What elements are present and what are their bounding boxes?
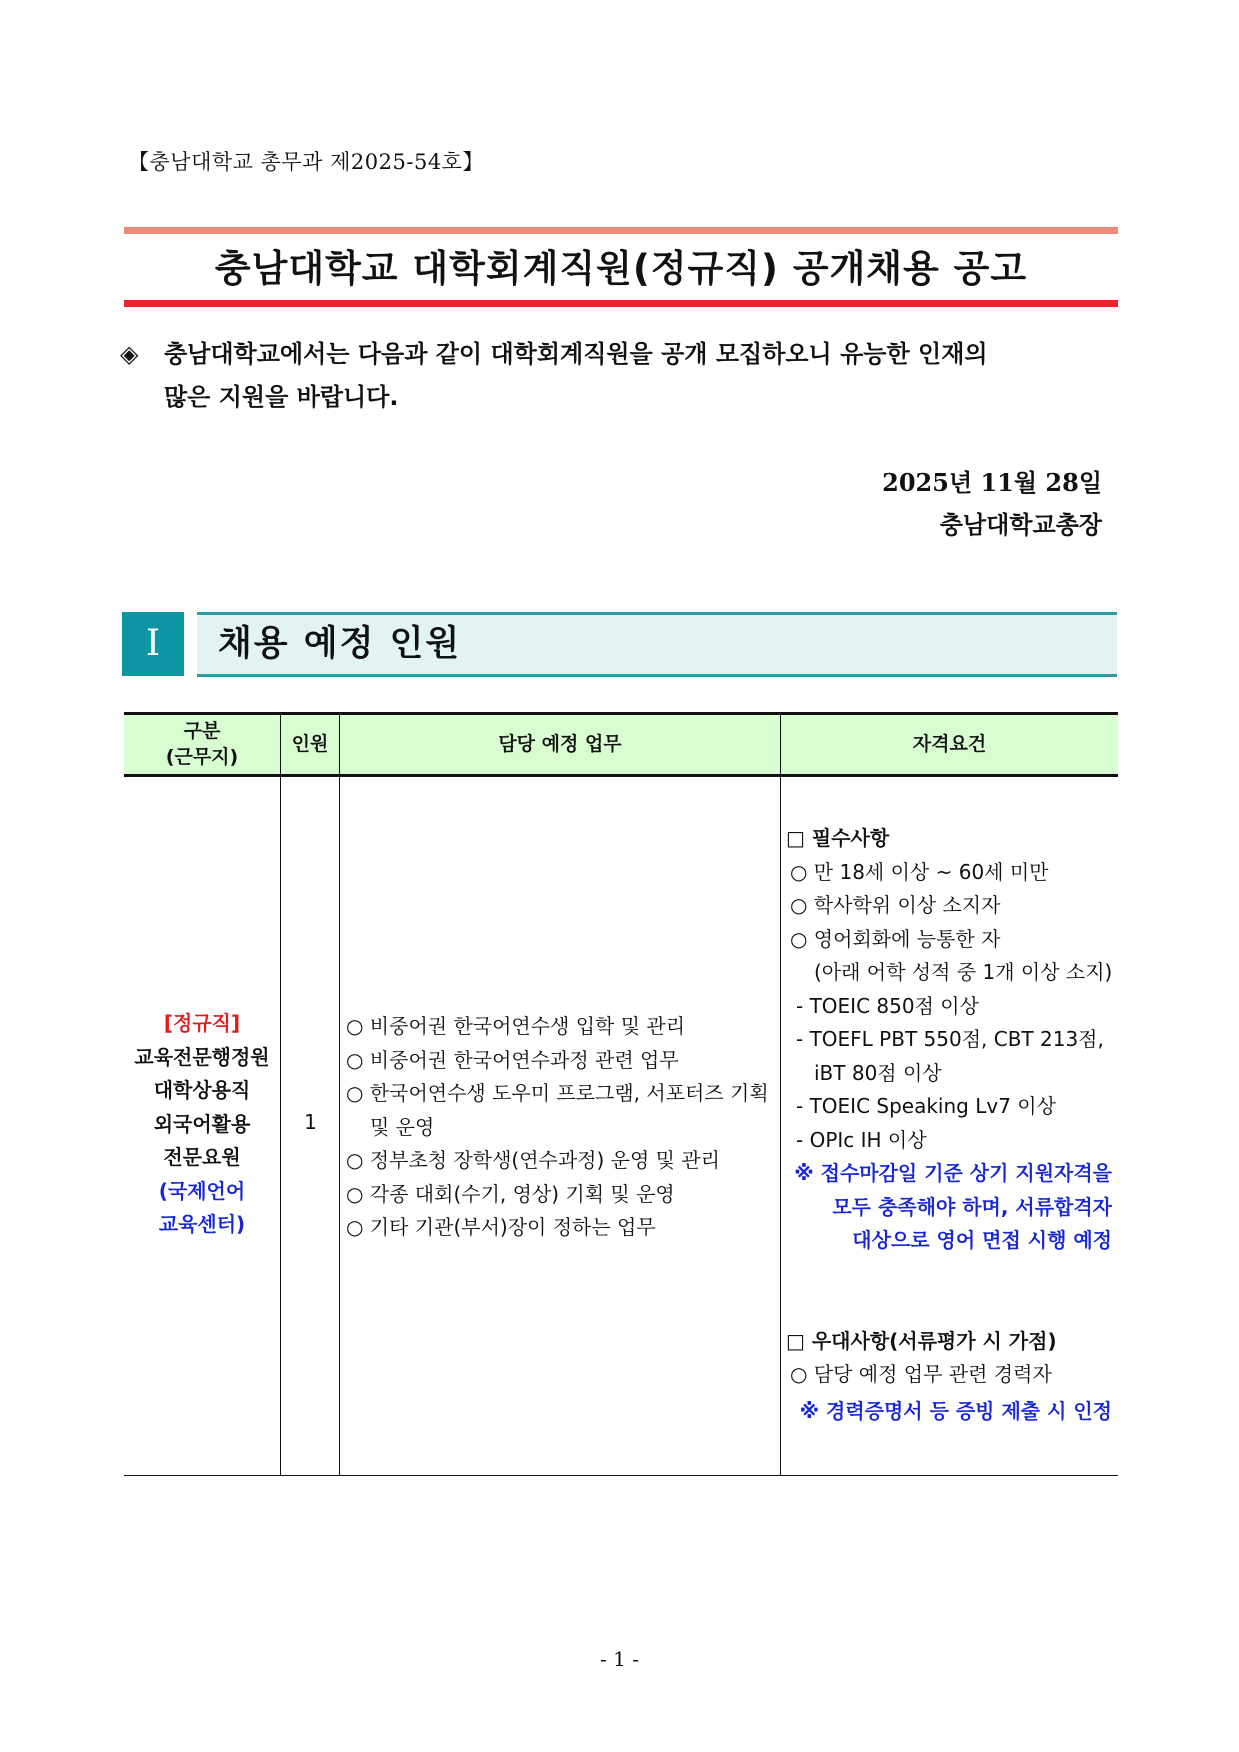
date-block (882, 462, 1102, 546)
intro-line-1: 충남대학교에서는 다음과 같이 대학회계직원을 공개 모집하오니 유능한 인재의 (164, 340, 988, 368)
document-number: 【충남대학교 총무과 제2025-54호】 (128, 150, 484, 174)
recruitment-table (124, 712, 1118, 1477)
header-category-line-2: (근무지) (165, 746, 239, 768)
headcount: 1 (304, 1110, 317, 1134)
issuer: 충남대학교총장 (939, 510, 1102, 539)
header-category (124, 712, 280, 776)
requirement-degree: ○ 학사학위 이상 소지자 (790, 893, 1001, 917)
position-line: 교육전문행정원 (134, 1044, 270, 1069)
duty-item: ○ 정부초청 장학생(연수과정) 운영 및 관리 (346, 1148, 720, 1172)
table-bottom-rule (124, 1475, 1118, 1476)
spacer (786, 1258, 1118, 1325)
intro-paragraph (120, 333, 1130, 419)
duty-item: ○ 한국어연수생 도우미 프로그램, 서포터즈 기획 (346, 1081, 769, 1105)
page-title: 충남대학교 대학회계직원(정규직) 공개채용 공고 (214, 247, 1028, 290)
required-title: □ 필수사항 (786, 826, 890, 850)
requirement-age: ○ 만 18세 이상 ~ 60세 미만 (790, 859, 1049, 884)
employment-type: [정규직] (163, 1011, 241, 1035)
intro-line-2: 많은 지원을 바랍니다. (164, 383, 399, 411)
duty-item: ○ 비중어권 한국어연수생 입학 및 관리 (346, 1014, 686, 1038)
duty-item: ○ 각종 대회(수기, 영상) 기획 및 운영 (346, 1181, 675, 1206)
announcement-date: 2025년 11월 28일 (882, 468, 1102, 497)
workplace-line-2: 교육센터) (158, 1212, 246, 1236)
diamond-bullet-icon: ◈ (120, 340, 139, 368)
duty-item: ○ 비중어권 한국어연수과정 관련 업무 (346, 1047, 679, 1072)
requirement-english-note: (아래 어학 성적 중 1개 이상 소지) (814, 960, 1113, 984)
duty-item-continuation: 및 운영 (370, 1114, 435, 1139)
position-line: 외국어활용 (153, 1111, 251, 1136)
requirement-notice-line-2: 모두 충족해야 하며, 서류합격자 (832, 1194, 1112, 1219)
workplace-line-1: (국제언어 (158, 1178, 246, 1203)
requirement-toefl: - TOEFL PBT 550점, CBT 213점, (796, 1027, 1104, 1051)
section-title: 채용 예정 인원 (218, 624, 462, 664)
preferred-notice: ※ 경력증명서 등 증빙 제출 시 인정 (799, 1398, 1112, 1423)
requirement-toefl-cont: iBT 80점 이상 (814, 1060, 942, 1085)
requirement-notice-line-3: 대상으로 영어 면접 시행 예정 (852, 1228, 1112, 1252)
duty-item: ○ 기타 기관(부서)장이 정하는 업무 (346, 1215, 656, 1239)
column-divider (339, 714, 340, 1476)
category-cell (124, 1007, 280, 1242)
preferred-title: □ 우대사항(서류평가 시 가점) (786, 1328, 1057, 1353)
requirement-toeic: - TOEIC 850점 이상 (796, 993, 979, 1018)
header-category-line-1: 구분 (183, 720, 221, 742)
page-number: - 1 - (600, 1647, 639, 1671)
requirement-english: ○ 영어회화에 능통한 자 (790, 926, 1001, 951)
position-line: 대학상용직 (153, 1078, 251, 1102)
title-bottom-rule (124, 300, 1118, 307)
preferred-item: ○ 담당 예정 업무 관련 경력자 (790, 1362, 1052, 1386)
requirement-toeic-speaking: - TOEIC Speaking Lv7 이상 (796, 1094, 1056, 1118)
requirements-cell (786, 822, 1118, 1428)
requirement-opic: - OPIc IH 이상 (796, 1127, 927, 1152)
header-duties: 담당 예정 업무 (498, 733, 622, 755)
title-top-rule (124, 227, 1118, 234)
position-line: 전문요원 (163, 1145, 241, 1169)
requirement-notice-line-1: ※ 접수마감일 기준 상기 지원자격을 (794, 1161, 1112, 1185)
header-count: 인원 (291, 733, 329, 755)
column-divider (280, 714, 281, 1476)
section-number: Ⅰ (122, 612, 184, 676)
header-requirements: 자격요건 (912, 733, 987, 755)
